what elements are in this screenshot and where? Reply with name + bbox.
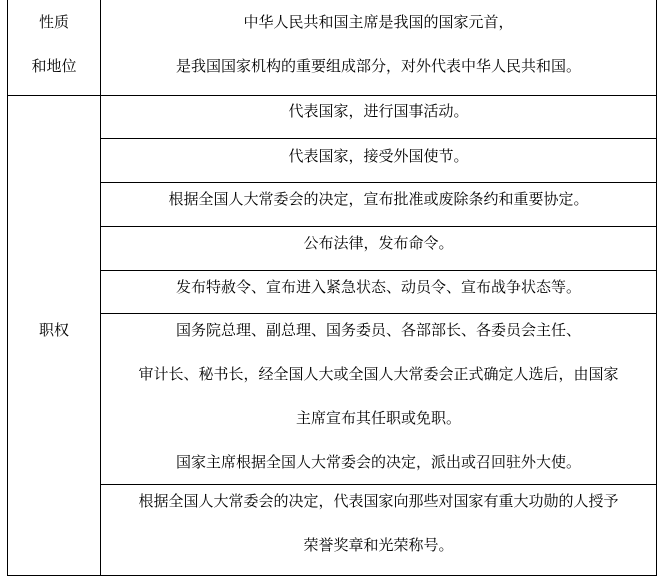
power-2: 代表国家，接受外国使节。 (288, 147, 469, 165)
row-separator (8, 95, 656, 96)
power-4: 公布法律，发布命令。 (303, 234, 454, 252)
row-separator (100, 484, 656, 485)
label-nature (8, 10, 100, 78)
label-powers: 职权 (38, 321, 69, 339)
power-6 (101, 318, 656, 474)
power-1: 代表国家，进行国事活动。 (288, 102, 469, 120)
row-separator (100, 313, 656, 314)
power-6-line-3: 主席宣布其任职或免职。 (295, 409, 461, 427)
label-nature-line-2: 和地位 (31, 57, 77, 75)
cell-nature-line-2: 是我国国家机构的重要组成部分，对外代表中华人民共和国。 (175, 57, 581, 75)
power-3: 根据全国人大常委会的决定，宣布批准或废除条约和重要协定。 (168, 190, 589, 208)
power-6-line-4: 国家主席根据全国人大常委会的决定，派出或召回驻外大使。 (175, 453, 581, 471)
power-7-line-1: 根据全国人大常委会的决定，代表国家向那些对国家有重大功勋的人授予 (138, 492, 619, 510)
row-separator (100, 270, 656, 271)
row-separator (100, 182, 656, 183)
power-6-line-1: 国务院总理、副总理、国务委员、各部部长、各委员会主任、 (175, 321, 581, 339)
constitution-table (7, 0, 657, 576)
power-5: 发布特赦令、宣布进入紧急状态、动员令、宣布战争状态等。 (175, 278, 581, 296)
power-7 (101, 489, 656, 557)
label-nature-line-1: 性质 (38, 13, 69, 31)
row-separator (100, 138, 656, 139)
cell-nature-line-1: 中华人民共和国主席是我国的国家元首， (243, 13, 514, 31)
power-6-line-2: 审计长、秘书长，经全国人大或全国人大常委会正式确定人选后，由国家 (138, 365, 619, 383)
power-7-line-2: 荣誉奖章和光荣称号。 (303, 536, 454, 554)
cell-nature (101, 10, 656, 78)
row-separator (100, 226, 656, 227)
